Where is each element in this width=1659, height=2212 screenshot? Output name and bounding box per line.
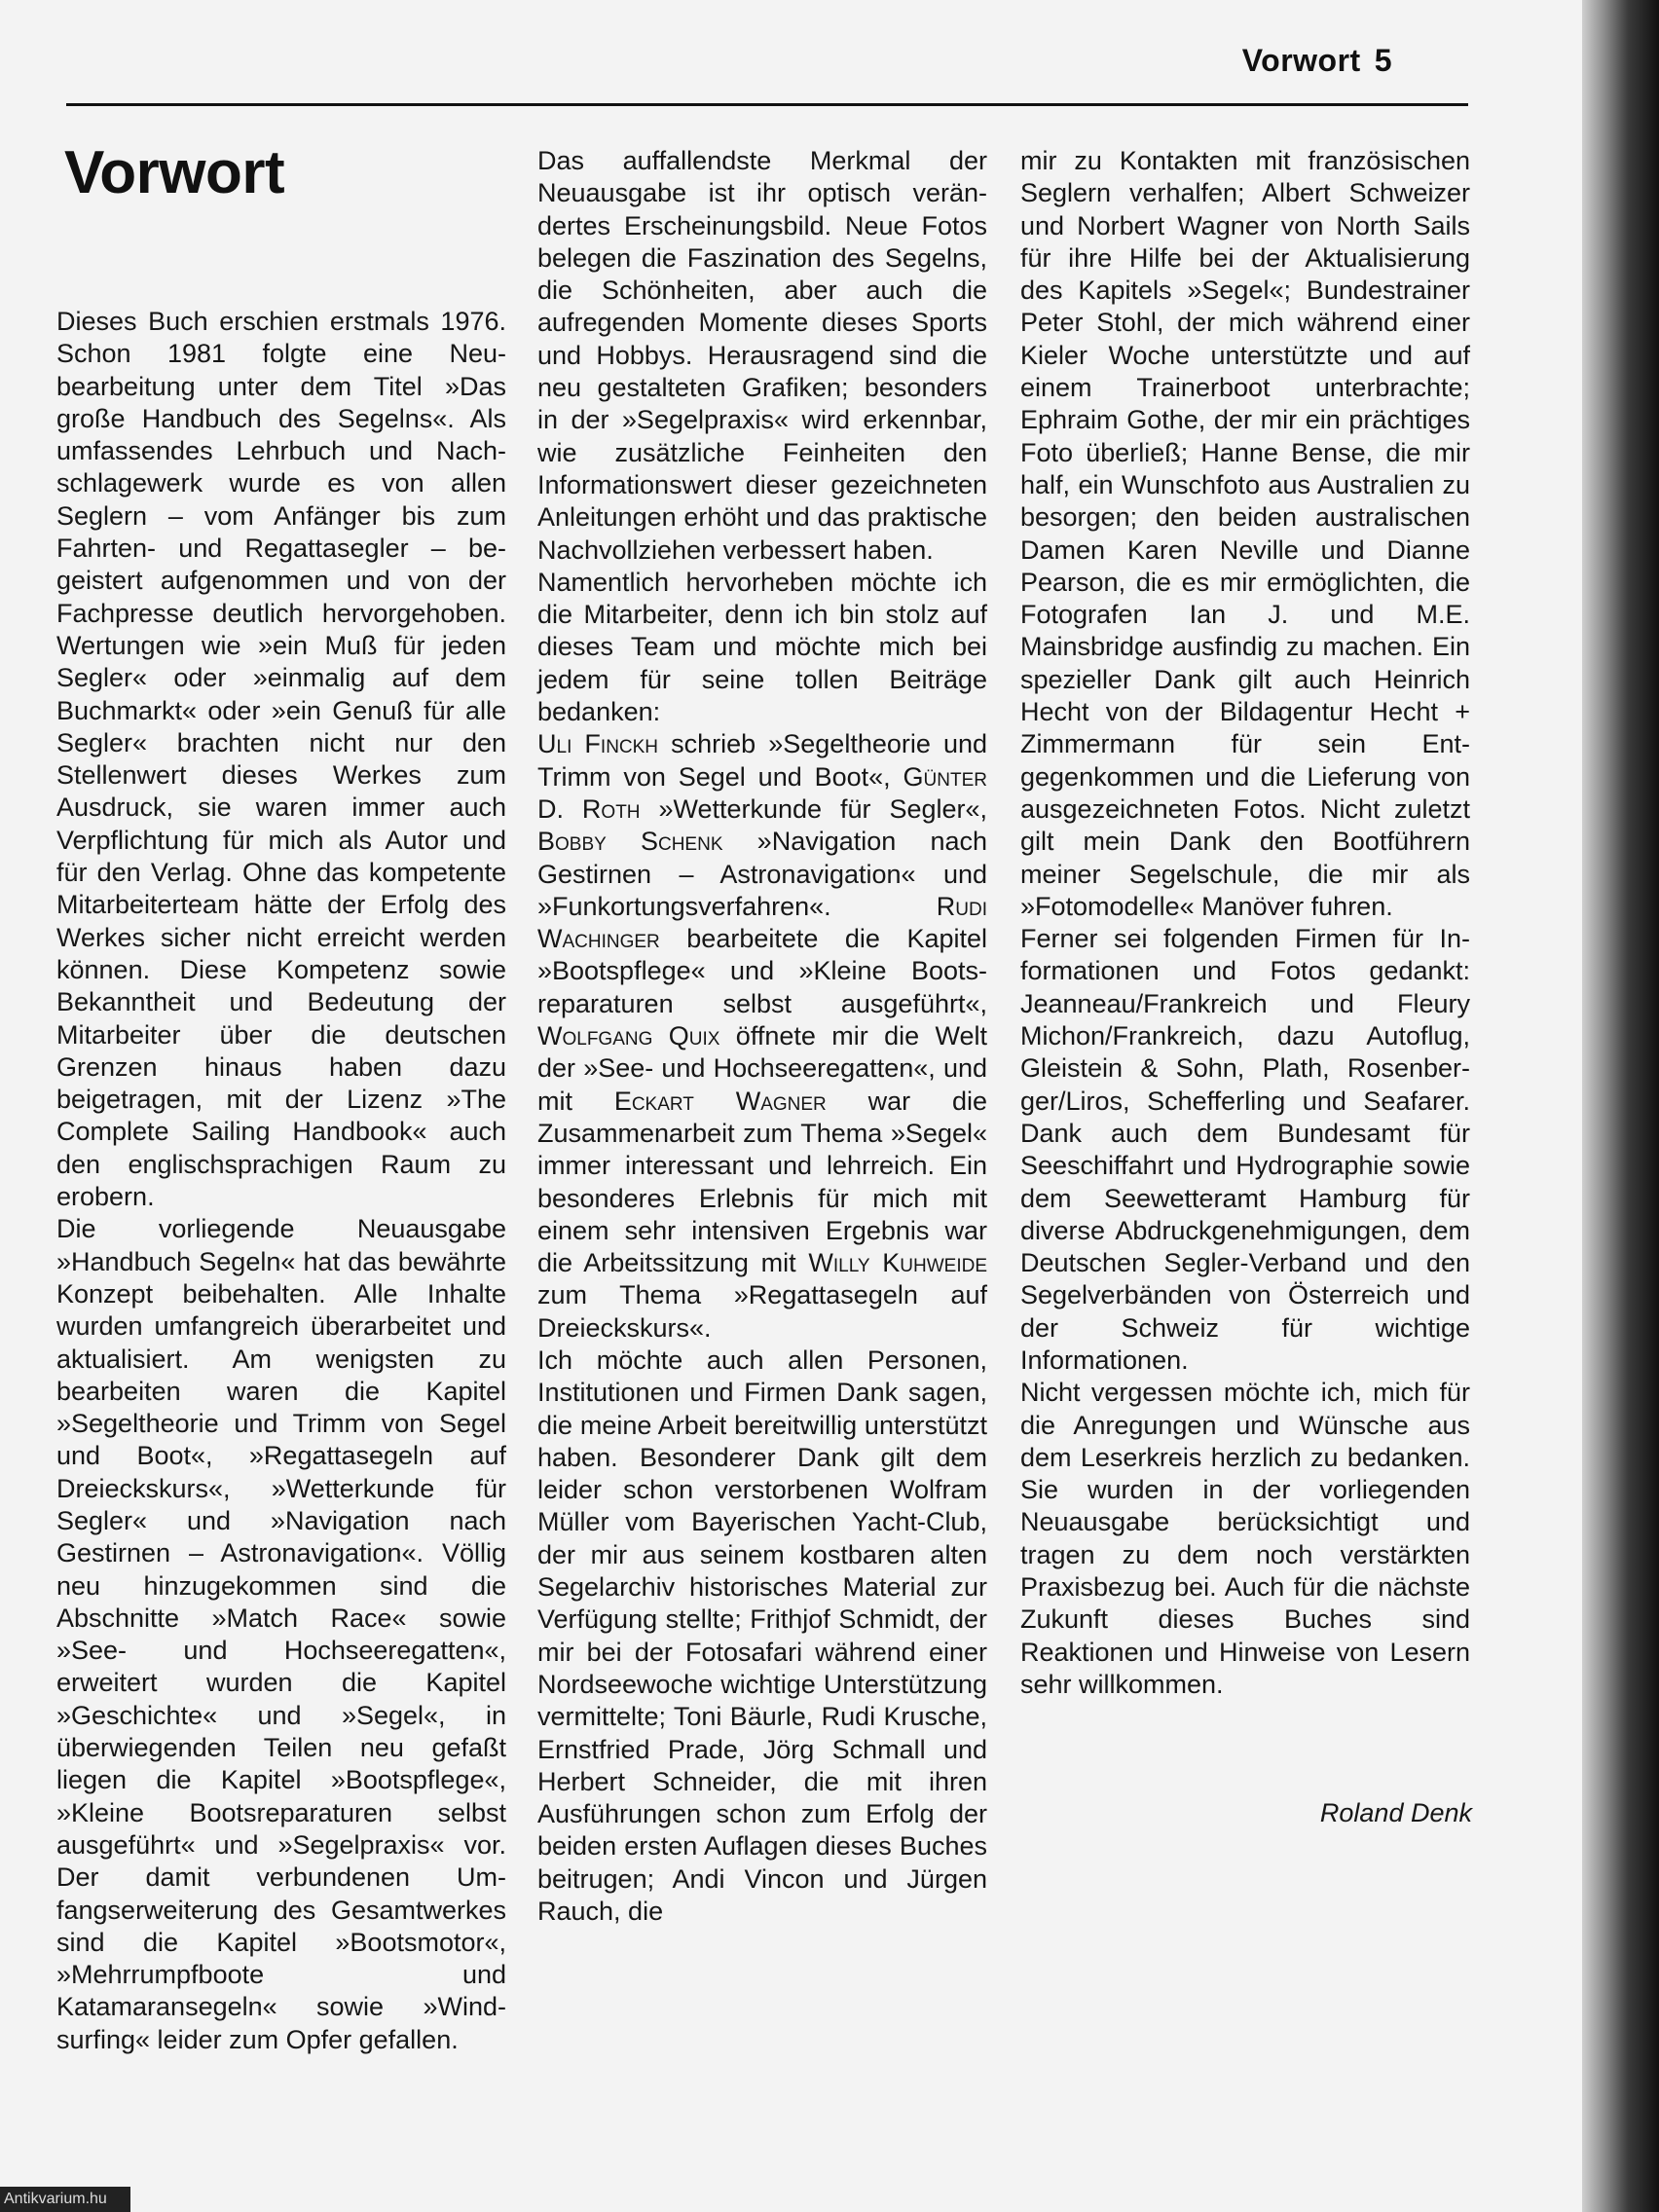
text-segment: zum Thema »Regattasegeln auf Dreieckskurs«. <box>537 1280 987 1343</box>
contributor-name: Rudi Wachinger <box>537 891 987 954</box>
text-segment: war die Zusammenarbeit zum Thema »Segel« immer interessant und lehrreich. Ein besonderes Erlebnis für mich mit einem sehr intensiven Ergebnis war die Arbeitssitzung mit <box>537 1086 987 1278</box>
text-segment: öffnete mir die Welt der »See- und Hochseeregatten«, und mit <box>537 1021 987 1116</box>
header-rule <box>66 103 1468 106</box>
text-segment: »Navigation nach Gestirnen – Astronavigation« und »Funkortungsverfahren«. <box>537 827 987 921</box>
book-spine-shadow <box>1582 0 1659 2212</box>
text-column-1 <box>56 306 506 2056</box>
contributor-name: Wolfgang Quix <box>537 1021 720 1051</box>
text-column-2 <box>537 145 987 1928</box>
contributor-name: Willy Kuhweide <box>808 1248 987 1278</box>
chapter-title: Vorwort <box>64 139 285 206</box>
paragraph: Ich möchte auch allen Personen, Institutionen und Firmen Dank sagen, die meine Arbeit bereitwillig unterstützt haben. Besonderer Dank gilt dem leider schon verstorbenen Wolfram Müller vom Bayerischen Yacht-Club, der mir aus seinem kostbaren alten Segelarchiv historisches Material zur Verfügung stellte; Frithjof Schmidt, der mir bei der Fotosafari während einer Nordseewoche wichtige Unterstützung vermittelte; Toni Bäurle, Rudi Krusche, Ernstfried Prade, Jörg Schmall und Herbert Schneider, die mit ihren Ausführungen schon zum Erfolg der beiden ersten Auflagen dieses Buches beitrugen; Andi Vincon und Jürgen Rauch, die <box>537 1345 987 1927</box>
running-head <box>1242 43 1392 79</box>
paragraph: Das auffallendste Merkmal der Neuausgabe ist ihr optisch verändertes Erscheinungsbild. Neue Fotos belegen die Faszination des Segelns, die Schönheiten, aber auch die aufregenden Momente dieses Sports und Hobbys. Herausragend sind die neu gestalteten Grafiken; besonders in der »Segelpraxis« wird erkennbar, wie zusätzliche Feinheiten den Informationswert dieser gezeichneten Anleitungen erhöht und das praktische Nachvollziehen verbessert haben. <box>537 146 987 565</box>
text-segment: schrieb »Segeltheorie und Trimm von Segel und Boot«, <box>537 729 987 792</box>
contributor-name: Bobby Schenk <box>537 827 723 857</box>
watermark: Antikvarium.hu <box>0 2187 130 2212</box>
contributor-name: Uli Finckh <box>537 729 659 759</box>
paragraph: Dieses Buch erschien erstmals 1976. Schon 1981 folgte eine Neubearbeitung unter dem Titel »Das große Handbuch des Segelns«. Als umfassendes Lehrbuch und Nachschlagewerk wurde es von allen Seglern – vom Anfänger bis zum Fahrten- und Regattasegler – begeistert aufgenommen und von der Fachpresse deutlich hervorgehoben. Wertungen wie »ein Muß für jeden Segler« oder »einmalig auf dem Buchmarkt« oder »ein Genuß für alle Segler« brachten nicht nur den Stellenwert dieses Werkes zum Ausdruck, sie waren immer auch Verpflichtung für mich als Autor und für den Verlag. Ohne das kompetente Mitarbeiterteam hätte der Erfolg des Werkes sicher nicht erreicht werden können. Diese Kompetenz sowie Bekanntheit und Bedeutung der Mitarbeiter über die deutschen Grenzen hinaus haben dazu beigetragen, mit der Lizenz »The Complete Sailing Handbook« auch den englischsprachigen Raum zu erobern. <box>56 307 506 1212</box>
text-segment: »Wetterkunde für Segler«, <box>640 793 988 824</box>
contributor-name: Eckart Wagner <box>613 1086 827 1116</box>
paragraph: Die vorliegende Neuausgabe »Handbuch Segeln« hat das bewährte Konzept beibehalten. Alle Inhalte wurden umfangreich überarbeitet und aktualisiert. Am wenigsten zu bearbeiten waren die Kapitel »Segeltheorie und Trimm von Segel und Boot«, »Regattasegeln auf Dreieckskurs«, »Wetterkunde für Segler« und »Navigation nach Gestirnen – Astronavigation«. Völlig neu hinzugekommen sind die Abschnitte »Match Race« sowie »See- und Hochseeregatten«, erweitert wurden die Kapitel »Geschichte« und »Segel«, in überwiegenden Teilen neu gefaßt liegen die Kapitel »Bootspflege«, »Kleine Bootsreparaturen selbst ausgeführt« und »Segelpraxis« vor. Der damit verbundenen Umfangserweiterung des Gesamtwerkes sind die Kapitel »Bootsmotor«, »Mehrrumpfboote und Katamaransegeln« sowie »Windsurfing« leider zum Opfer gefallen. <box>56 1214 506 2054</box>
page-number: 5 <box>1374 43 1392 78</box>
author-signature: Roland Denk <box>1319 1798 1472 1827</box>
text-segment: bearbeitete die Kapitel »Bootspflege« und »Kleine Bootsreparaturen selbst ausgeführt«, <box>537 924 987 1018</box>
running-head-title: Vorwort <box>1241 43 1361 78</box>
text-column-3 <box>1020 145 1470 1701</box>
contributors-paragraph <box>537 728 987 1345</box>
paragraph: Namentlich hervorheben möchte ich die Mitarbeiter, denn ich bin stolz auf dieses Team und möchte mich bei jedem für seine tollen Beiträge bedanken: <box>537 567 987 727</box>
paragraph: Ferner sei folgenden Firmen für Informationen und Fotos gedankt: Jeanneau/Frankreich und Fleury Michon/Frankreich, dazu Autoflug, Gleistein & Sohn, Plath, Rosenberger/Liros, Schefferling und Seafarer. Dank auch dem Bundesamt für Seeschiffahrt und Hydrographie sowie dem Seewetteramt Hamburg für diverse Abdruckgenehmigungen, dem Deutschen Segler-Verband und den Segelverbänden von Österreich und der Schweiz für wichtige Informationen. <box>1020 924 1470 1375</box>
paragraph: mir zu Kontakten mit französischen Seglern verhalfen; Albert Schweizer und Norbert Wagner von North Sails für ihre Hilfe bei der Aktualisierung des Kapitels »Segel«; Bundestrainer Peter Stohl, der mich während einer Kieler Woche unterstützte und auf einem Trainerboot unterbrachte; Ephraim Gothe, der mir ein prächtiges Foto überließ; Hanne Bense, die mir half, ein Wunschfoto aus Australien zu besorgen; den beiden australischen Damen Karen Neville und Dianne Pearson, die es mir ermöglichten, die Fotografen Ian J. und M.E. Mainsbridge ausfindig zu machen. Ein spezieller Dank gilt auch Heinrich Hecht von der Bildagentur Hecht + Zimmermann für sein Entgegenkommen und die Lieferung von ausgezeichneten Fotos. Nicht zuletzt gilt mein Dank den Bootführern meiner Segelschule, die mir als »Fotomodelle« Manöver fuhren. <box>1020 146 1470 921</box>
contributor-name: Günter D. Roth <box>537 761 987 824</box>
paragraph: Nicht vergessen möchte ich, mich für die Anregungen und Wünsche aus dem Leserkreis herzlich zu bedanken. Sie wurden in der vorliegenden Neuausgabe berücksichtigt und tragen zu dem noch verstärkten Praxisbezug bei. Auch für die nächste Zukunft dieses Buches sind Reaktionen und Hinweise von Lesern sehr willkommen. <box>1020 1378 1470 1699</box>
